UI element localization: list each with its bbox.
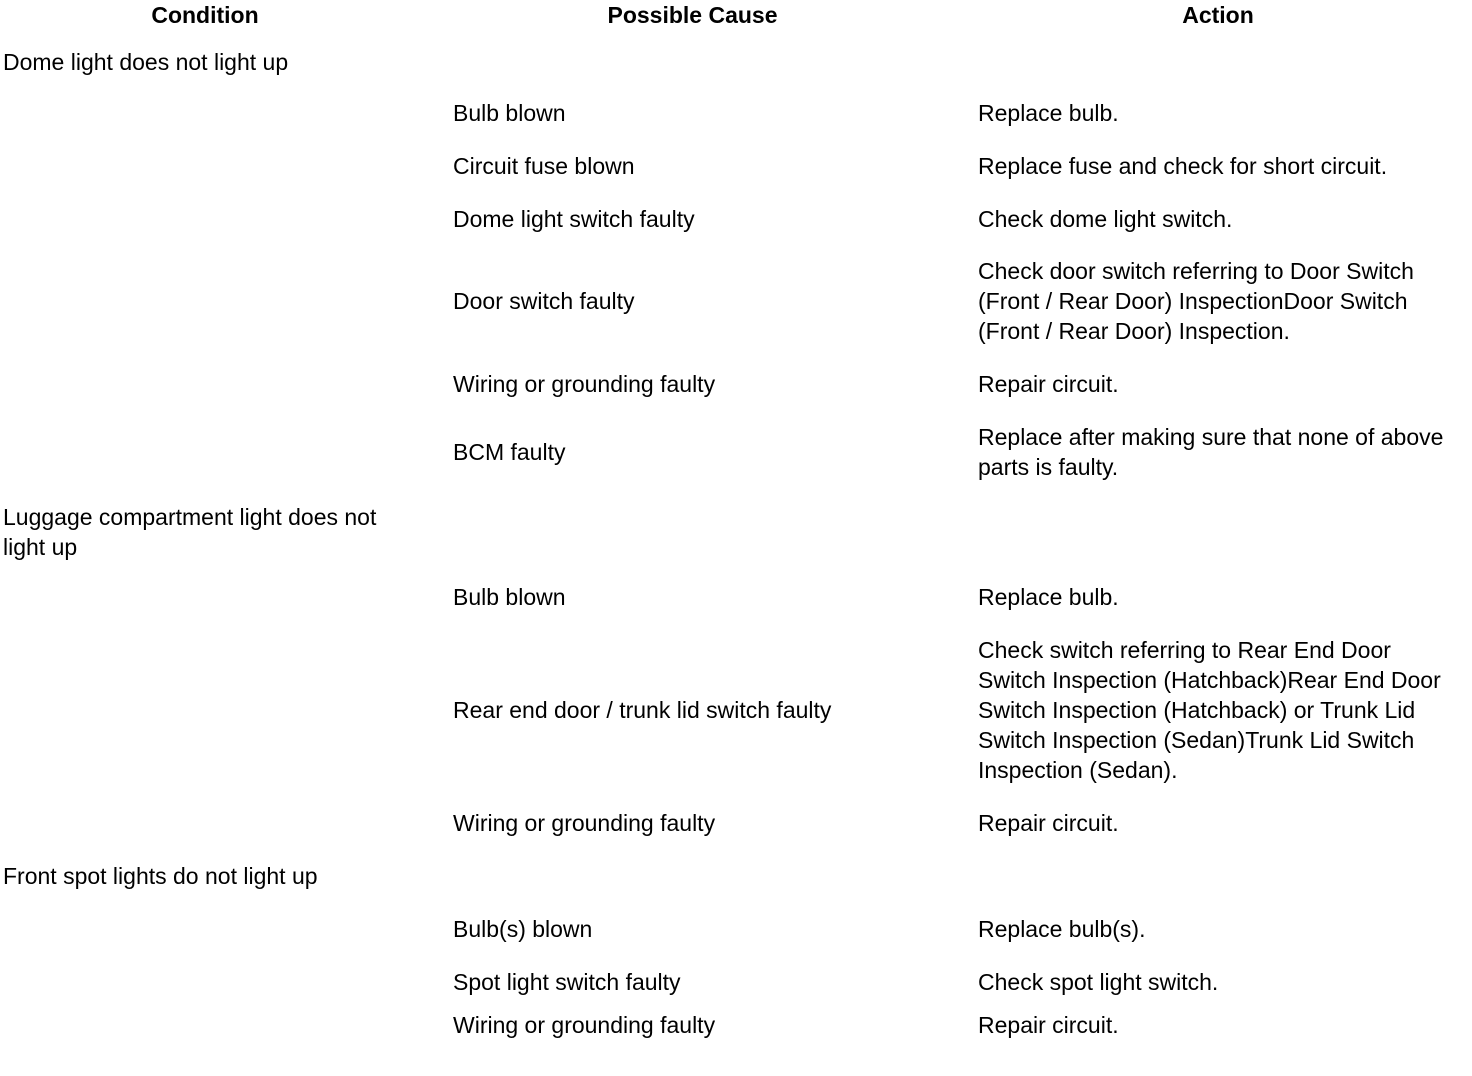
action-text: Replace bulb. (978, 99, 1119, 126)
empty-condition-cell (0, 357, 453, 410)
empty-condition-cell (0, 192, 453, 245)
empty-condition-cell (0, 410, 453, 494)
cause-action-row (0, 192, 1472, 245)
condition-text: Dome light does not light up (3, 49, 289, 75)
possible-cause-text: Bulb blown (453, 583, 566, 610)
action-text: Repair circuit. (978, 1012, 1119, 1038)
possible-cause-text: Door switch faulty (453, 288, 635, 314)
empty-condition-cell (0, 796, 453, 849)
cause-action-row (0, 139, 1472, 192)
cause-action-row (0, 623, 1472, 796)
cause-action-row (0, 410, 1472, 494)
possible-cause-text: Circuit fuse blown (453, 152, 635, 179)
header-action: Action (1182, 2, 1254, 28)
action-text: Check switch referring to Rear End Door Switch Inspection (Hatchback)Rear End Door Switch Inspection (Hatchback) or Trunk Lid Switch Inspection (Sedan)Trunk Lid Switch Inspection (Sedan). (978, 636, 1441, 783)
action-text: Replace bulb(s). (978, 915, 1146, 942)
action-text: Check spot light switch. (978, 968, 1219, 995)
possible-cause-text: Bulb(s) blown (453, 915, 593, 942)
cause-action-row (0, 86, 1472, 139)
empty-condition-cell (0, 955, 453, 1008)
cause-action-row (0, 796, 1472, 849)
possible-cause-text: Rear end door / trunk lid switch faulty (453, 696, 832, 723)
possible-cause-text: Dome light switch faulty (453, 205, 695, 232)
cause-action-row (0, 570, 1472, 623)
empty-condition-cell (0, 570, 453, 623)
possible-cause-text: Spot light switch faulty (453, 968, 681, 995)
troubleshooting-table (0, 38, 1472, 1042)
condition-row (0, 494, 1472, 570)
empty-condition-cell (0, 86, 453, 139)
possible-cause-text: Bulb blown (453, 99, 566, 126)
empty-condition-cell (0, 139, 453, 192)
table-header (0, 0, 1472, 30)
empty-condition-cell (0, 245, 453, 357)
condition-row (0, 849, 1472, 902)
empty-condition-cell (0, 1008, 453, 1042)
action-text: Check dome light switch. (978, 205, 1233, 232)
cause-action-row (0, 955, 1472, 1008)
condition-text: Luggage compartment light does not light up (3, 504, 377, 560)
possible-cause-text: Wiring or grounding faulty (453, 809, 716, 836)
condition-row (0, 38, 1472, 86)
cause-action-row (0, 245, 1472, 357)
action-text: Replace after making sure that none of above parts is faulty. (978, 424, 1444, 480)
cause-action-row (0, 1008, 1472, 1042)
cause-action-row (0, 902, 1472, 955)
action-text: Replace fuse and check for short circuit. (978, 152, 1388, 179)
action-text: Replace bulb. (978, 583, 1119, 610)
action-text: Check door switch referring to Door Switch (Front / Rear Door) InspectionDoor Switch (Front / Rear Door) Inspection. (978, 258, 1414, 344)
empty-condition-cell (0, 902, 453, 955)
header-possible-cause: Possible Cause (607, 2, 778, 28)
possible-cause-text: BCM faulty (453, 439, 566, 465)
action-text: Repair circuit. (978, 370, 1119, 397)
cause-action-row (0, 357, 1472, 410)
possible-cause-text: Wiring or grounding faulty (453, 1012, 716, 1038)
header-condition: Condition (151, 2, 259, 28)
possible-cause-text: Wiring or grounding faulty (453, 370, 716, 397)
condition-text: Front spot lights do not light up (3, 862, 318, 889)
action-text: Repair circuit. (978, 809, 1119, 836)
empty-condition-cell (0, 623, 453, 796)
